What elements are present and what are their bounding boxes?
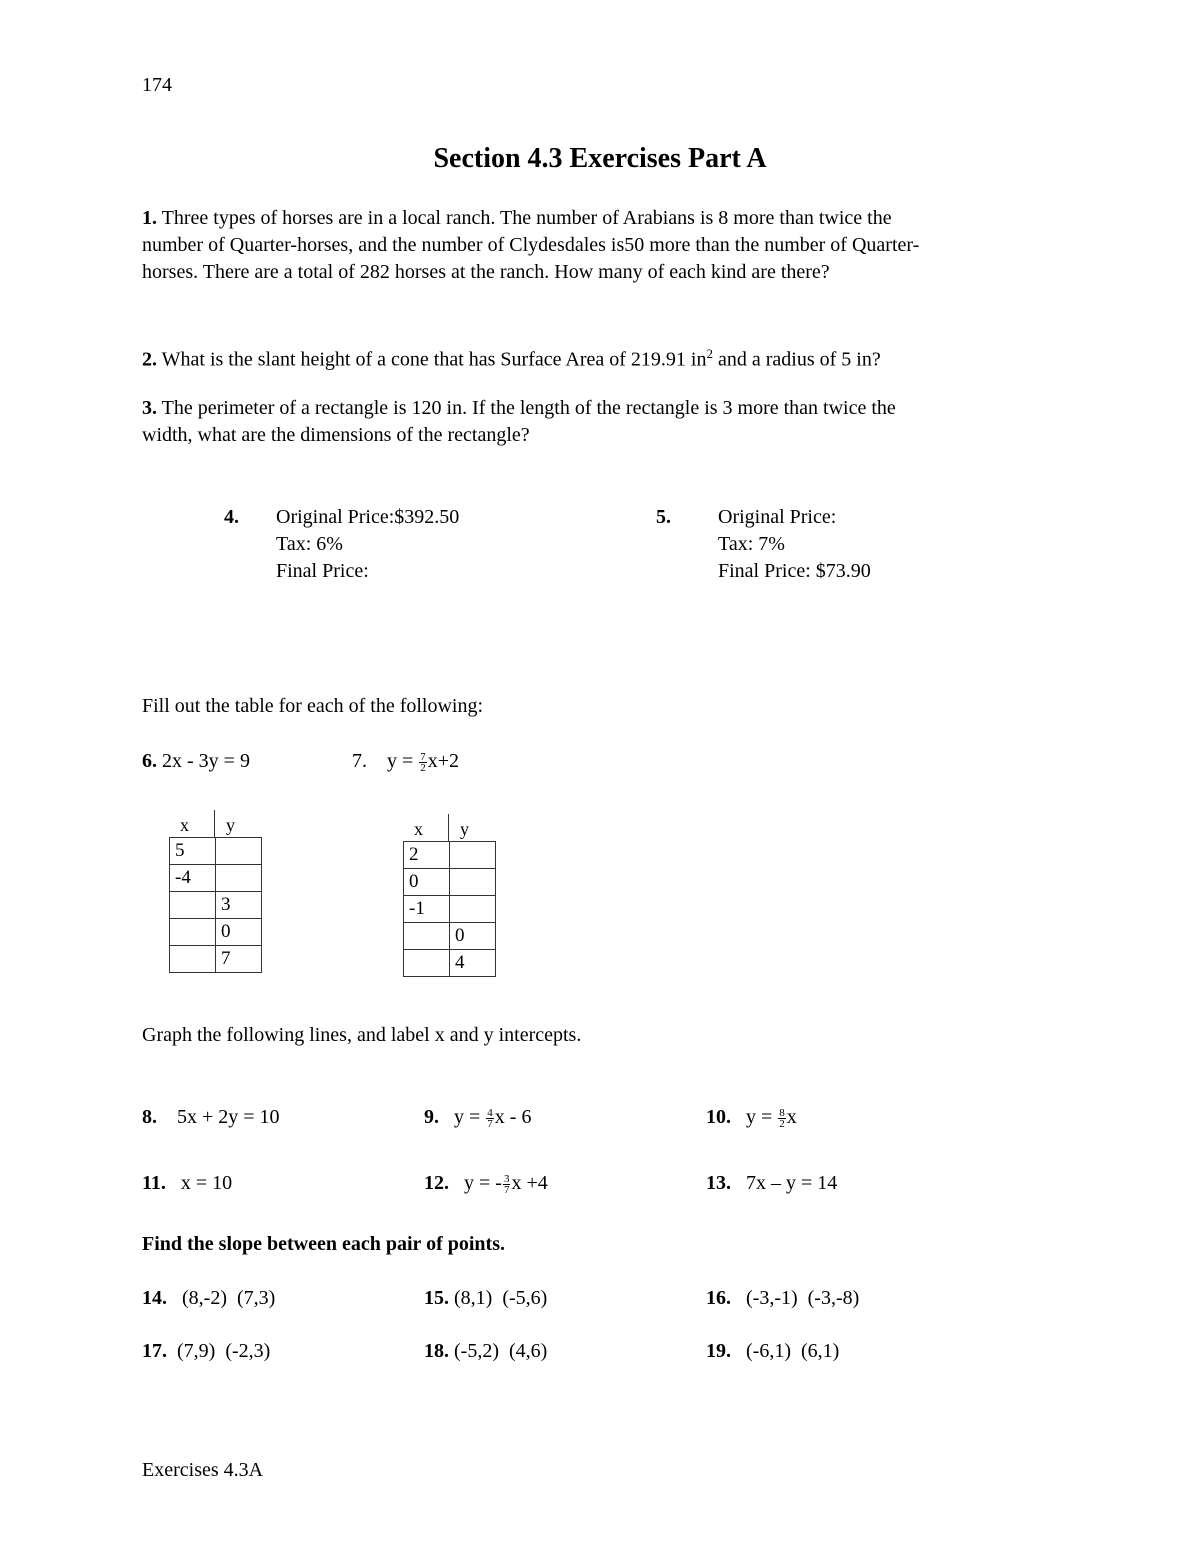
problem-19 [706,1338,839,1365]
problem-number: 14. [142,1287,167,1309]
cell-y[interactable] [450,842,496,869]
problem-12 [424,1170,548,1197]
final-price: Final Price: [276,560,369,582]
table-row [404,896,496,923]
table-row [170,946,262,973]
problem-number: 13. [706,1172,731,1194]
cell-x[interactable]: 5 [170,838,216,865]
problem-number: 12. [424,1172,449,1194]
table-divider [214,810,215,838]
problem-number: 9. [424,1106,439,1128]
cell-x[interactable] [170,919,216,946]
problem-1 [142,205,919,286]
problem-10 [706,1104,797,1131]
problem-17 [142,1338,270,1365]
table-row [170,919,262,946]
cell-y[interactable] [216,838,262,865]
page-title: Section 4.3 Exercises Part A [433,143,767,174]
fraction: $\frac{4}{7}$ [487,1106,493,1130]
problem-number: 18. [424,1340,449,1362]
points: (7,9) (-2,3) [177,1340,271,1362]
slope-instructions: Find the slope between each pair of points. [142,1233,505,1255]
original-price: Original Price: [718,506,837,528]
fraction: $\frac{7}{2}$ [420,750,426,774]
graph-instructions: Graph the following lines, and label x and y intercepts. [142,1024,582,1046]
problem-number: 2. [142,348,157,371]
table-header-y: y [226,815,235,835]
problem-14 [142,1285,275,1312]
table-header-x: x [414,819,423,839]
problem-13 [706,1170,837,1197]
problem-text: What is the slant height of a cone that has Surface Area of 219.91 in [161,348,707,371]
equation-lhs: y = [387,750,414,772]
problem-number: 4. [224,506,239,528]
problem-text: and a radius of 5 in? [712,348,881,371]
cell-x[interactable]: -4 [170,865,216,892]
page-number: 174 [142,74,172,96]
table-row [170,838,262,865]
table-instructions: Fill out the table for each of the following: [142,695,484,717]
problem-9 [424,1104,531,1131]
problem-text: width, what are the dimensions of the rectangle? [142,424,530,446]
table-row [404,950,496,977]
equation-lhs: y = [454,1106,481,1128]
tax: Tax: 7% [718,533,785,555]
equation: 7x – y = 14 [746,1172,838,1194]
problem-number: 7. [352,750,367,772]
problem-7 [352,748,459,775]
problem-number: 19. [706,1340,731,1362]
problem-8 [142,1104,280,1131]
table-row [404,923,496,950]
superscript: 2 [706,346,713,361]
problem-number: 15. [424,1287,449,1309]
cell-x[interactable]: 0 [404,869,450,896]
fraction: $\frac{3}{7}$ [503,1172,510,1196]
points: (-5,2) (4,6) [454,1340,548,1362]
equation-rhs: x +4 [511,1172,548,1194]
problem-3 [142,395,896,449]
problem-text: The perimeter of a rectangle is 120 in. If the length of the rectangle is 3 more than twice the [161,397,896,419]
page-footer: Exercises 4.3A [142,1459,264,1481]
problem-11 [142,1170,232,1197]
equation-rhs: x - 6 [494,1106,532,1128]
cell-y[interactable]: 7 [216,946,262,973]
problem-4 [276,504,459,585]
equation: 5x + 2y = 10 [177,1106,280,1128]
original-price: Original Price:$392.50 [276,506,460,528]
equation-lhs: y = [746,1106,773,1128]
points: (-3,-1) (-3,-8) [746,1287,860,1309]
points: (-6,1) (6,1) [746,1340,840,1362]
problem-text: Three types of horses are in a local ranch. The number of Arabians is 8 more than twice the [161,207,892,229]
cell-x[interactable]: -1 [404,896,450,923]
cell-x[interactable]: 2 [404,842,450,869]
points: (8,-2) (7,3) [182,1287,276,1309]
cell-y[interactable]: 4 [450,950,496,977]
xy-table-7 [403,841,496,977]
table-row [170,865,262,892]
problem-number: 1. [142,207,157,229]
problem-text: number of Quarter-horses, and the number of Clydesdales is50 more than the number of Quarter- [142,234,920,256]
problem-2 [142,340,881,374]
problem-number: 16. [706,1287,731,1309]
fraction: $\frac{8}{2}$ [779,1106,785,1130]
equation: 2x - 3y = 9 [162,750,250,772]
problem-6 [142,748,250,775]
cell-x[interactable] [404,950,450,977]
problem-number: 10. [706,1106,731,1128]
table-row [170,892,262,919]
cell-x[interactable] [170,892,216,919]
final-price: Final Price: $73.90 [718,560,871,582]
problem-number: 5. [656,506,671,528]
problem-text: horses. There are a total of 282 horses at the ranch. How many of each kind are there? [142,261,830,283]
problem-number: 11. [142,1172,166,1194]
problem-5 [718,504,871,585]
cell-y[interactable]: 3 [216,892,262,919]
problem-number: 6. [142,750,157,772]
cell-x[interactable] [404,923,450,950]
cell-y[interactable] [216,865,262,892]
problem-15 [424,1285,547,1312]
table-row [404,869,496,896]
points: (8,1) (-5,6) [454,1287,548,1309]
equation: x = 10 [180,1172,233,1194]
table-row [404,842,496,869]
cell-y[interactable]: 0 [216,919,262,946]
cell-y[interactable] [450,869,496,896]
problem-18 [424,1338,547,1365]
problem-16 [706,1285,859,1312]
equation-lhs: y = - [464,1172,502,1194]
table-divider [448,814,449,842]
cell-y[interactable] [450,896,496,923]
table-header-y: y [460,819,469,839]
problem-number: 3. [142,397,157,419]
cell-y[interactable]: 0 [450,923,496,950]
problem-number: 17. [142,1340,167,1362]
table-header-x: x [180,815,189,835]
equation-rhs: x+2 [427,750,460,772]
problem-number: 8. [142,1106,157,1128]
tax: Tax: 6% [276,533,343,555]
cell-x[interactable] [170,946,216,973]
equation-rhs: x [786,1106,797,1128]
xy-table-6 [169,837,262,973]
